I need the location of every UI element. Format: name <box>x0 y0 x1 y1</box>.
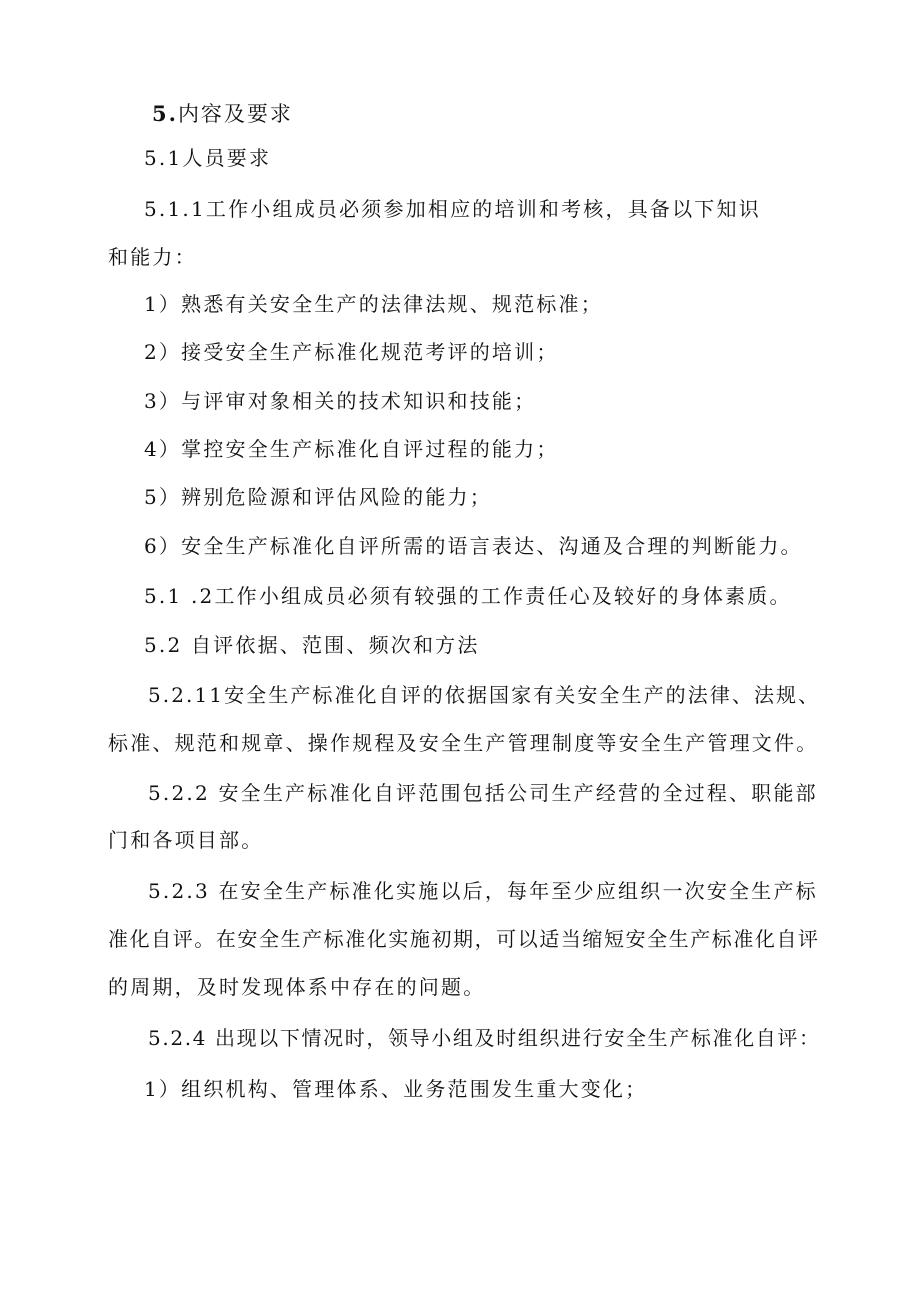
list-item-1: 1）熟悉有关安全生产的法律法规、规范标准； <box>144 292 603 316</box>
subsection-heading-5-1: 5.1人员要求 <box>144 146 272 170</box>
paragraph-5-1-1-line-1: 5.1.1工作小组成员必须参加相应的培训和考核，具备以下知识 <box>144 197 761 221</box>
paragraph-5-2-3-line-1: 5.2.3 在安全生产标准化实施以后，每年至少应组织一次安全生产标 <box>148 879 818 903</box>
section-title: 内容及要求 <box>177 102 293 126</box>
paragraph-5-2-1-line-2: 标准、规范和规章、操作规程及安全生产管理制度等安全生产管理文件。 <box>108 731 819 755</box>
list-item-change-1: 1）组织机构、管理体系、业务范围发生重大变化； <box>144 1077 648 1101</box>
section-heading <box>152 101 293 127</box>
paragraph-5-2-1-line-1: 5.2.11安全生产标准化自评的依据国家有关安全生产的法律、法规、 <box>148 683 821 707</box>
list-item-2: 2）接受安全生产标准化规范考评的培训； <box>144 340 559 364</box>
section-number: 5. <box>152 101 178 126</box>
paragraph-5-2-4: 5.2.4 出现以下情况时，领导小组及时组织进行安全生产标准化自评： <box>148 1026 821 1050</box>
paragraph-5-1-2: 5.1 .2工作小组成员必须有较强的工作责任心及较好的身体素质。 <box>144 584 792 608</box>
paragraph-5-2-2-line-2: 门和各项目部。 <box>108 828 264 852</box>
list-item-4: 4）掌控安全生产标准化自评过程的能力； <box>144 437 559 461</box>
paragraph-5-1-1-line-2: 和能力： <box>108 245 197 269</box>
subsection-heading-5-2: 5.2 自评依据、范围、频次和方法 <box>144 633 480 657</box>
list-item-6: 6）安全生产标准化自评所需的语言表达、沟通及合理的判断能力。 <box>144 534 803 558</box>
list-item-3: 3）与评审对象相关的技术知识和技能； <box>144 389 537 413</box>
paragraph-5-2-3-line-2: 准化自评。在安全生产标准化实施初期，可以适当缩短安全生产标准化自评 <box>108 927 820 951</box>
list-item-5: 5）辨别危险源和评估风险的能力； <box>144 485 492 509</box>
paragraph-5-2-2-line-1: 5.2.2 安全生产标准化自评范围包括公司生产经营的全过程、职能部 <box>148 781 818 805</box>
paragraph-5-2-3-line-3: 的周期，及时发现体系中存在的问题。 <box>108 975 486 999</box>
